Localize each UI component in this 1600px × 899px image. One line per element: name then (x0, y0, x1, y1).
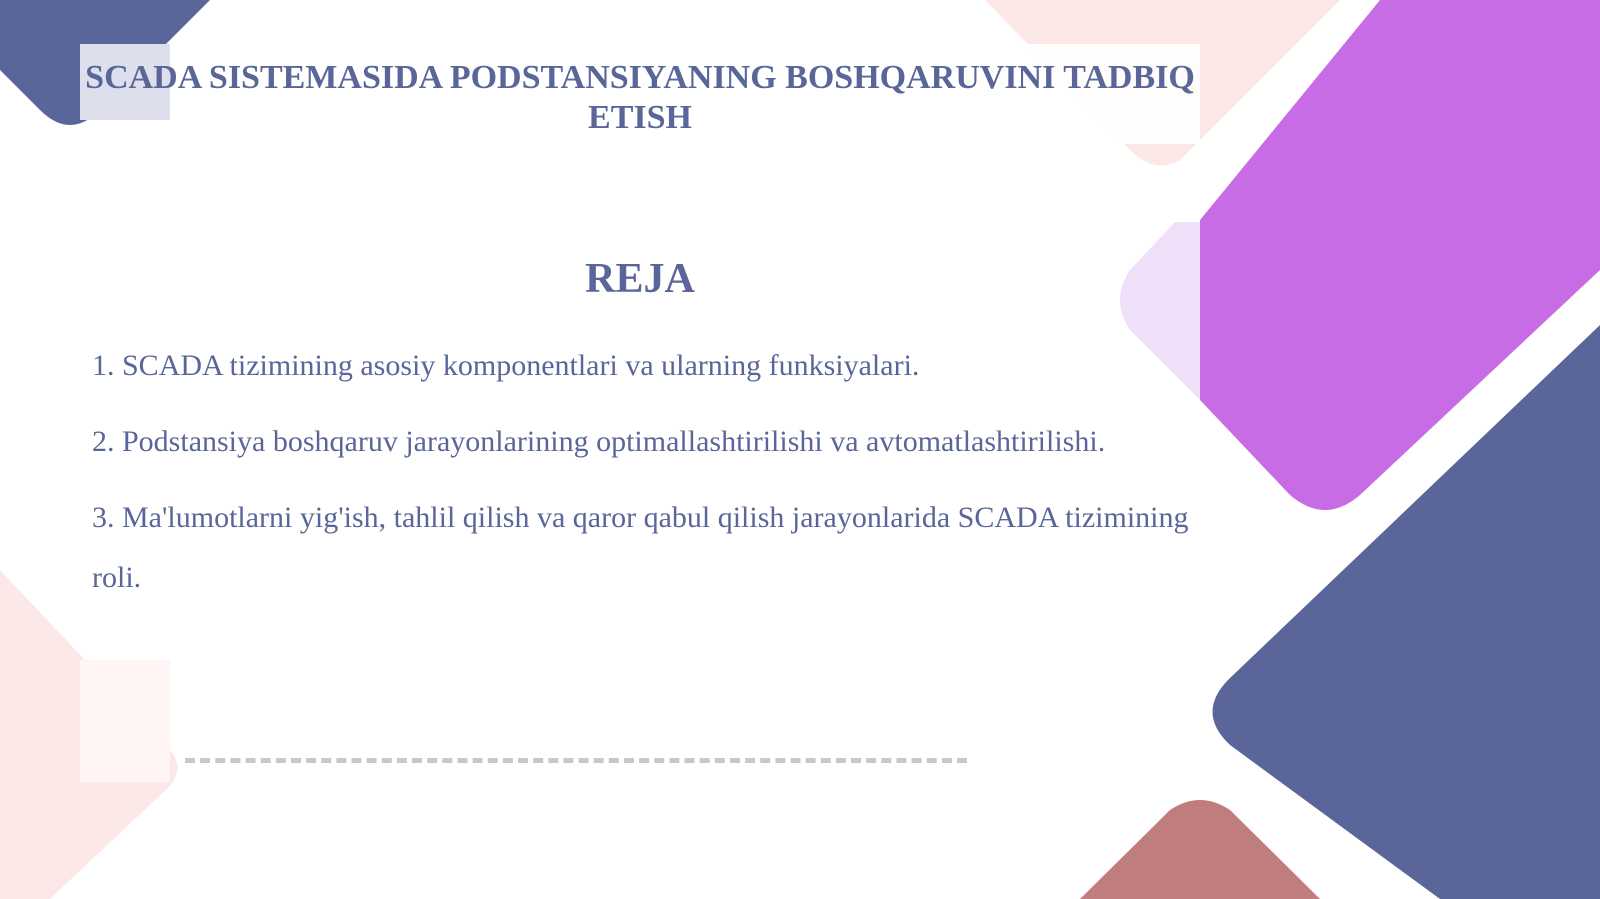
plan-item-3: 3. Ma'lumotlarni yig'ish, tahlil qilish va qaror qabul qilish jarayonlarida SCADA tizimining roli. (92, 501, 1189, 594)
dashed-divider (185, 758, 967, 763)
rose-bottom-shape (1080, 800, 1320, 899)
plan-item-2: 2. Podstansiya boshqaruv jarayonlarining optimallashtirilishi va avtomatlashtirilishi. (92, 425, 1106, 458)
plan-heading: REJA (585, 256, 695, 302)
slide-title: SCADA SISTEMASIDA PODSTANSIYANING BOSHQARUVINI TADBIQ ETISH (85, 59, 1195, 136)
pale-bottom-panel (80, 660, 170, 782)
plan-list (92, 336, 1202, 624)
plan-item-1: 1. SCADA tizimining asosiy komponentlari va ularning funksiyalari. (92, 349, 920, 382)
